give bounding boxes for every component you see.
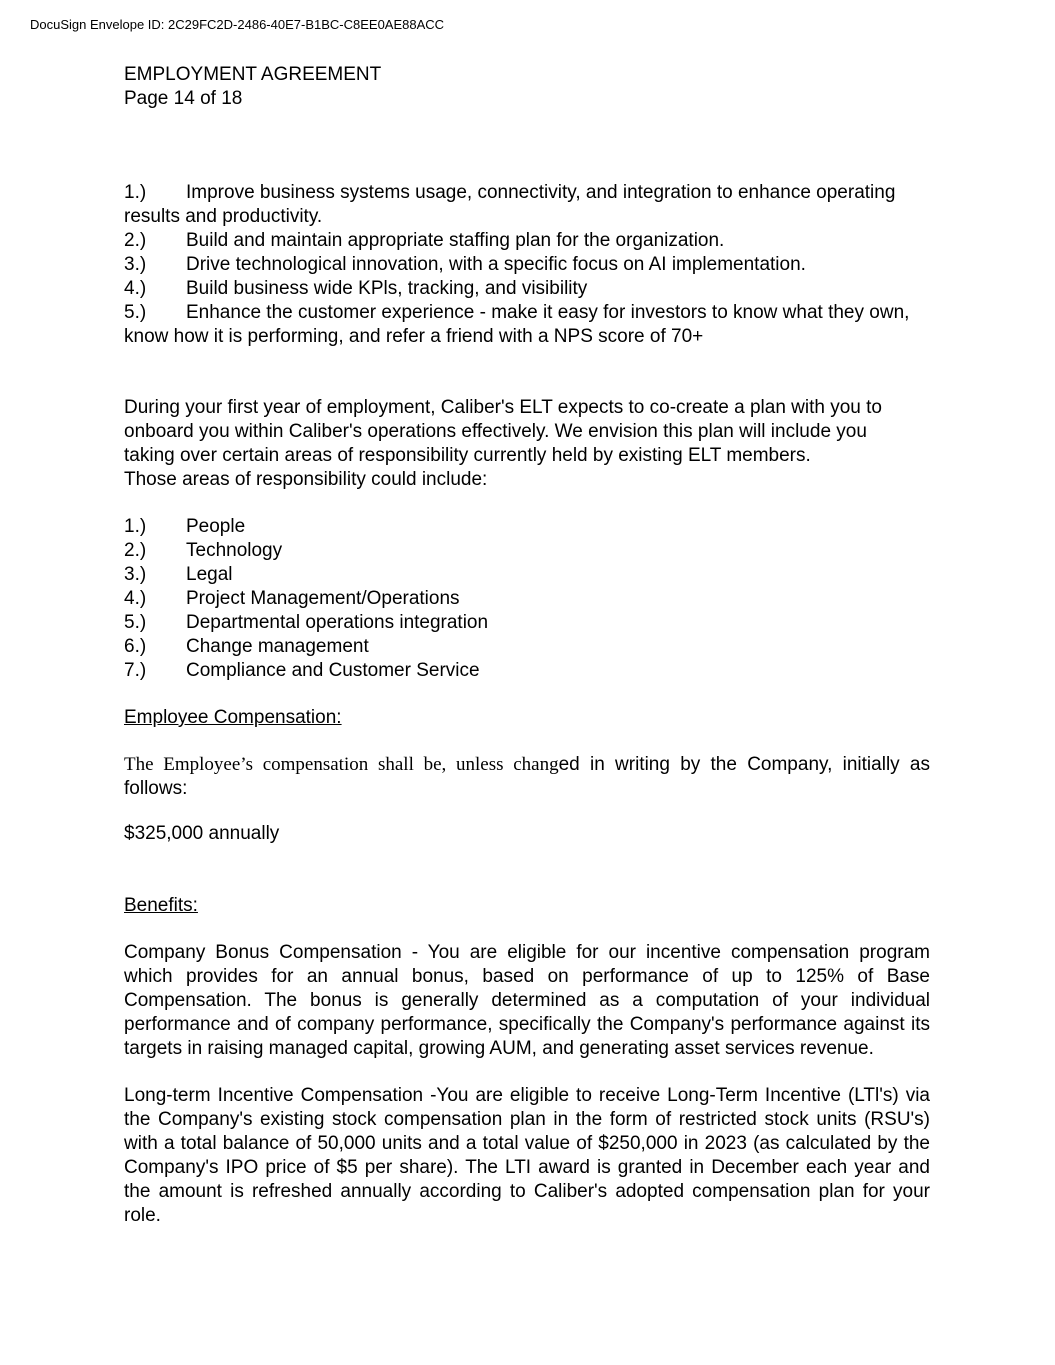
responsibility-areas-list (124, 515, 930, 683)
goal-number: 1.) (124, 182, 147, 203)
goal-text: Build and maintain appropriate staffing plan for the organization. (186, 230, 725, 251)
area-number: 3.) (124, 564, 147, 585)
goal-item (124, 253, 930, 277)
goal-number: 5.) (124, 302, 147, 323)
area-label: Departmental operations integration (186, 612, 489, 633)
compensation-intro-end: follows: (124, 778, 188, 799)
area-item (124, 635, 930, 659)
goal-item (124, 229, 930, 253)
compensation-amount: $325,000 annually (124, 823, 280, 844)
compensation-intro-sans: ed in writing by the Company, initially as (558, 754, 930, 775)
bonus-paragraph: Company Bonus Compensation - You are eligible for our incentive compensation program which provides for an annual bonus, based on performance of up to 125% of Base Compensation. The bonus is generally determined as a computation of your individual performance and of company performance, specifically the Company's performance against its targets in raising managed capital, growing AUM, and generating asset services revenue. (124, 942, 930, 1059)
area-number: 2.) (124, 540, 147, 561)
goal-item (124, 181, 930, 205)
document-title: EMPLOYMENT AGREEMENT (124, 64, 382, 85)
area-label: People (186, 516, 246, 537)
area-item (124, 563, 930, 587)
area-item (124, 659, 930, 683)
goal-text-continued: results and productivity. (124, 206, 323, 227)
first-year-line: Those areas of responsibility could include: (124, 469, 488, 490)
goal-text-continued: know how it is performing, and refer a friend with a NPS score of 70+ (124, 326, 704, 347)
goal-text: Drive technological innovation, with a specific focus on AI implementation. (186, 254, 806, 275)
goal-text: Build business wide KPls, tracking, and visibility (186, 278, 588, 299)
goal-number: 3.) (124, 254, 147, 275)
first-year-line: onboard you within Caliber's operations effectively. We envision this plan will include you (124, 421, 867, 442)
area-number: 4.) (124, 588, 147, 609)
first-year-line: During your first year of employment, Caliber's ELT expects to co-create a plan with you to (124, 397, 882, 418)
benefits-heading: Benefits: (124, 895, 198, 916)
area-item (124, 611, 930, 635)
area-number: 7.) (124, 660, 147, 681)
page-number: Page 14 of 18 (124, 88, 243, 109)
compensation-intro-serif: The Employee’s compensation shall be, unless chang (124, 754, 559, 775)
compensation-heading: Employee Compensation: (124, 707, 342, 728)
goal-text: Improve business systems usage, connectivity, and integration to enhance operating (186, 182, 896, 203)
compensation-intro (124, 753, 930, 801)
area-label: Technology (186, 540, 283, 561)
area-number: 6.) (124, 636, 147, 657)
area-number: 5.) (124, 612, 147, 633)
goal-number: 4.) (124, 278, 147, 299)
first-year-paragraph (124, 396, 930, 492)
area-label: Compliance and Customer Service (186, 660, 480, 681)
area-number: 1.) (124, 516, 147, 537)
goal-item (124, 277, 930, 301)
goal-text: Enhance the customer experience - make it easy for investors to know what they own, (186, 302, 910, 323)
docusign-envelope-id: DocuSign Envelope ID: 2C29FC2D-2486-40E7-B1BC-C8EE0AE88ACC (30, 17, 445, 32)
goal-number: 2.) (124, 230, 147, 251)
goal-item (124, 301, 930, 325)
area-label: Change management (186, 636, 369, 657)
goals-list (124, 181, 930, 349)
area-item (124, 587, 930, 611)
area-label: Legal (186, 564, 233, 585)
area-label: Project Management/Operations (186, 588, 460, 609)
area-item (124, 515, 930, 539)
first-year-line: taking over certain areas of responsibility currently held by existing ELT members. (124, 445, 811, 466)
area-item (124, 539, 930, 563)
lti-paragraph: Long-term Incentive Compensation -You are eligible to receive Long-Term Incentive (LTl's) via the Company's existing stock compensation plan in the form of restricted stock units (RSU's) with a total balance of 50,000 units and a total value of $250,000 in 2023 (as calculated by the Company's IPO price of $5 per share). The LTI award is granted in December each year and the amount is refreshed annually according to Caliber's adopted compensation plan for your role. (124, 1085, 930, 1226)
